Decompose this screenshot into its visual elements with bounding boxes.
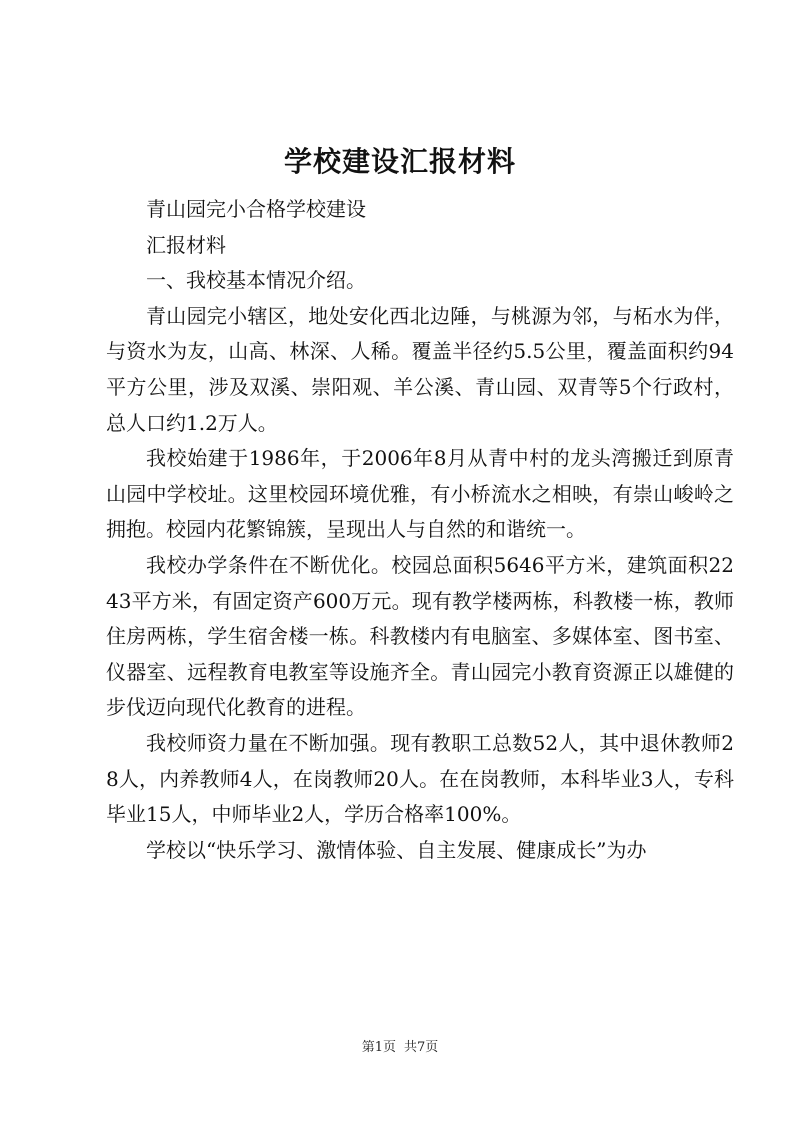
paragraph-history: 我校始建于1986年，于2006年8月从青中村的龙头湾搬迁到原青山园中学校址。这里校园环境优雅，有小桥流水之相映，有崇山峻岭之拥抱。校园内花繁锦簇，呈现出人与自然的和谐统一。 xyxy=(106,446,734,542)
paragraph-philosophy: 学校以“快乐学习、激情体验、自主发展、健康成长”为办 xyxy=(146,837,647,862)
paragraph-subtitle-line1: 青山园完小合格学校建设 xyxy=(146,197,366,221)
paragraph-location: 青山园完小辖区，地处安化西北边陲，与桃源为邻，与柘水为伴，与资水为友，山高、林深、人稀。覆盖半径约5.5公里，覆盖面积约94平方公里，涉及双溪、崇阳观、羊公溪、青山园、双青等5个行政村，总人口约1.2万人。 xyxy=(106,303,734,435)
paragraph-subtitle-line2: 汇报材料 xyxy=(146,232,226,257)
paragraph-facilities: 我校办学条件在不断优化。校园总面积5646平方米，建筑面积2243平方米，有固定资产600万元。现有教学楼两栋，科教楼一栋，教师住房两栋，学生宿舍楼一栋。科教楼内有电脑室、多媒体室、图书室、仪器室、远程教育电教室等设施齐全。青山园完小教育资源正以雄健的步伐迈向现代化教育的进程。 xyxy=(106,552,734,720)
page-footer xyxy=(0,1038,800,1058)
page-total: 共7页 xyxy=(404,1040,439,1055)
page-number: 第1页 xyxy=(361,1040,396,1055)
document-title: 学校建设汇报材料 xyxy=(283,145,516,178)
section-heading-basic-info: 一、我校基本情况介绍。 xyxy=(146,268,366,293)
paragraph-teachers: 我校师资力量在不断加强。现有教职工总数52人，其中退休教师28人，内养教师4人，在岗教师20人。在在岗教师，本科毕业3人，专科毕业15人，中师毕业2人，学历合格率100%。 xyxy=(106,730,734,827)
document-body xyxy=(106,192,734,868)
